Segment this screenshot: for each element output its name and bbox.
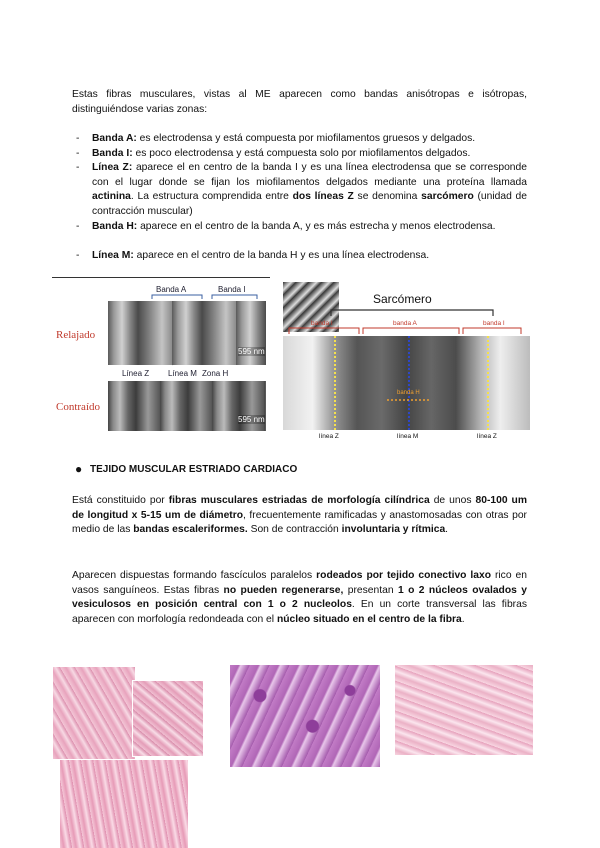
histology-image-longitudinal-1 — [53, 667, 135, 759]
definition: aparece el en centro de la banda I y es una línea electrodensa que se corresponde con el lugar donde se fijan los miofilamentos delgados mediante una proteína llamada — [92, 162, 527, 188]
text: Son de contracción — [247, 524, 342, 536]
intro-paragraph: Estas fibras musculares, vistas al ME aparecen como bandas anisótropas e isótropas, distinguiéndose varias zonas: — [72, 89, 527, 115]
label-banda-i-right: banda I — [483, 320, 505, 327]
term: Banda I: — [92, 147, 133, 159]
label-linea-m: línea M — [397, 433, 419, 440]
term: Línea M: — [92, 249, 134, 261]
figure-sarcomere — [283, 282, 530, 442]
figure-em-relaxed-contracted — [52, 277, 270, 437]
definition: es poco electrodensa y está compuesta solo por miofilamentos delgados. — [132, 147, 471, 159]
definition: aparece en el centro de la banda H y es una línea electrodensa. — [133, 249, 430, 261]
section-heading: TEJIDO MUSCULAR ESTRIADO CARDIACO — [90, 464, 298, 475]
text: presentan — [343, 584, 398, 596]
definition: se denomina — [353, 191, 422, 203]
dash: - — [76, 220, 80, 232]
bold-term: dos líneas Z — [292, 191, 354, 203]
label-relajado: Relajado — [56, 329, 96, 341]
bold-term: actinina — [92, 191, 131, 203]
list-item-linea-z — [76, 161, 528, 219]
label-linea-z-left: línea Z — [319, 433, 339, 440]
label-linea-z-right: línea Z — [477, 433, 497, 440]
histology-image-longitudinal-4 — [60, 760, 188, 848]
paragraph-cardiac-fibers — [72, 569, 527, 627]
sarcomere-lines — [283, 336, 530, 430]
term: Banda H: — [92, 220, 138, 232]
dash: - — [76, 249, 80, 261]
text: rico en vasos sanguíneos. Estas fibras — [72, 570, 527, 596]
term: Línea Z: — [92, 162, 133, 174]
bold-text: núcleo situado en el centro de la fibra — [276, 613, 462, 625]
paragraph-cardiac-structure — [72, 494, 527, 538]
dash: - — [76, 133, 80, 144]
definition: es electrodensa y está compuesta por miofilamentos gruesos y delgados. — [136, 133, 476, 144]
histology-image-transverse — [230, 665, 380, 767]
bold-text: fibras musculares estriadas de morfología cilíndrica — [168, 495, 430, 506]
list-item-banda-a — [76, 132, 527, 147]
bold-text: involuntaria y rítmica — [341, 524, 446, 536]
list-item-banda-h — [76, 220, 527, 235]
bold-text: rodeados por tejido conectivo laxo — [316, 570, 492, 581]
text: . — [461, 613, 465, 625]
histology-image-longitudinal-3 — [395, 665, 533, 755]
dash: - — [76, 162, 80, 174]
list-item-banda-i — [76, 147, 527, 162]
definition: aparece en el centro de la banda A, y es más estrecha y menos electrodensa. — [137, 220, 496, 232]
label-linea-z: Línea Z — [122, 369, 150, 378]
definition: (unidad de contracción muscular) — [92, 191, 528, 217]
histology-image-longitudinal-2 — [132, 680, 204, 757]
list-item-linea-m — [76, 249, 527, 264]
label-banda-i: Banda I — [218, 285, 246, 294]
label-linea-m: Línea M — [168, 369, 197, 378]
text: , frecuentemente ramificadas y anastomosadas con otras por medio de las — [72, 509, 527, 536]
definition: . La estructura comprendida entre — [130, 191, 293, 203]
scale-bar-label: 595 nm — [238, 347, 265, 356]
label-zona-h: Zona H — [202, 369, 229, 378]
label-sarcomero: Sarcómero — [373, 292, 432, 306]
bold-text: bandas escaleriformes. — [133, 524, 248, 536]
text: . — [445, 524, 449, 536]
dash: - — [76, 147, 80, 159]
bold-text: 80-100 um de longitud x 5-15 um de diámetro — [72, 495, 527, 521]
text: Está constituido por — [72, 495, 169, 506]
label-banda-h: banda H — [397, 390, 420, 396]
bold-text: no pueden regenerarse, — [223, 584, 344, 596]
bullet-icon: ● — [75, 462, 83, 476]
bold-term: sarcómero — [421, 191, 474, 203]
label-banda-i-left: banda I — [311, 320, 333, 327]
label-contraido: Contraído — [56, 401, 100, 413]
text: de unos — [429, 495, 476, 506]
term: Banda A: — [92, 133, 137, 144]
bold-text: 1 o 2 núcleos ovalados y vesiculosos en posición central con 1 o 2 nucleolos — [72, 584, 527, 611]
label-banda-a: banda A — [393, 320, 417, 327]
scale-bar-label: 595 nm — [238, 415, 265, 424]
text: . En un corte transversal las fibras aparecen con morfología redondeada con el — [72, 599, 527, 625]
text: Aparecen dispuestas formando fascículos paralelos — [72, 570, 317, 581]
label-banda-a: Banda A — [156, 285, 187, 294]
